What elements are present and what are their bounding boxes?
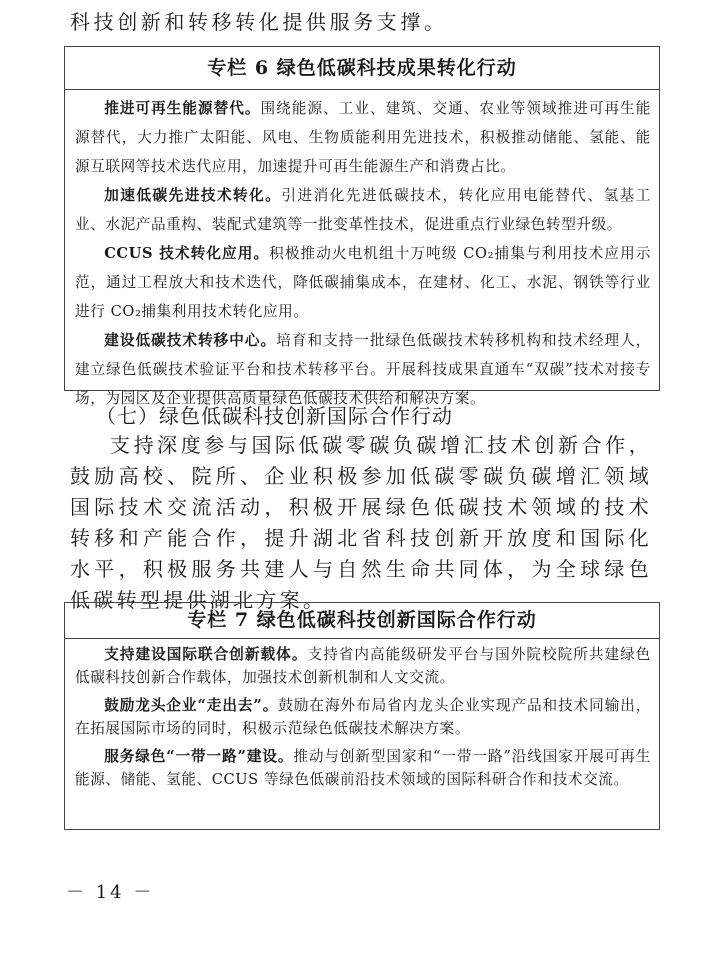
box-item [75, 239, 651, 326]
sidebar-box-6 [64, 46, 660, 407]
item-lead: 建设低碳技术转移中心。 [104, 332, 277, 349]
box-item [75, 94, 651, 181]
continued-text-line: 科技创新和转移转化提供服务支撑。 [70, 10, 448, 34]
item-lead: 推进可再生能源替代。 [104, 100, 261, 117]
item-text: 积极推动火电机组十万吨级 CO₂捕集与利用技术应用示范，通过工程放大和技术迭代，降低碳捕集成本，在建材、化工、水泥、钢铁等行业进行 CO₂捕集利用技术转化应用。 [75, 245, 651, 320]
sidebar-box-7 [64, 602, 660, 830]
item-text: 鼓励在海外布局省内龙头企业实现产品和技术同输出，在拓展国际市场的同时，积极示范绿色低碳技术解决方案。 [75, 697, 651, 737]
item-lead: 鼓励龙头企业“走出去”。 [104, 697, 279, 715]
item-text: 支持省内高能级研发平台与国外院校院所共建绿色低碳科技创新合作载体，加强技术创新机制和人文交流。 [75, 646, 651, 686]
item-text: 推动与创新型国家和“一带一路”沿线国家开展可再生能源、储能、氢能、CCUS 等绿色低碳前沿技术领域的国际科研合作和技术交流。 [75, 748, 651, 788]
box-7-body [65, 639, 659, 792]
box-item [75, 746, 651, 791]
section-heading: （七）绿色低碳科技创新国际合作行动 [96, 404, 453, 428]
item-lead: 服务绿色“一带一路”建设。 [104, 748, 294, 766]
item-text: 培育和支持一批绿色低碳技术转移机构和技术经理人，建立绿色低碳技术验证平台和技术转移平台。开展科技成果直通车“双碳”技术对接专场，为园区及企业提供高质量绿色低碳技术供给和解决方案。 [75, 332, 651, 407]
item-text: 围绕能源、工业、建筑、交通、农业等领域推进可再生能源替代，大力推广太阳能、风电、生物质能利用先进技术，积极推动储能、氢能、能源互联网等技术迭代应用，加速提升可再生能源生产和消费占比。 [75, 100, 651, 175]
page-number: － 14 － [66, 882, 155, 903]
item-lead: 加速低碳先进技术转化。 [104, 187, 282, 204]
box-item [75, 181, 651, 239]
item-text: 引进消化先进低碳技术，转化应用电能替代、氢基工业、水泥产品重构、装配式建筑等一批变革性技术，促进重点行业绿色转型升级。 [75, 187, 651, 233]
box-item [75, 695, 651, 740]
box-item [75, 644, 651, 689]
paragraph-text: 支持深度参与国际低碳零碳负碳增汇技术创新合作，鼓励高校、院所、企业积极参加低碳零碳负碳增汇领域国际技术交流活动，积极开展绿色低碳技术领域的技术转移和产能合作，提升湖北省科技创新开放度和国际化水平，积极服务共建人与自然生命共同体，为全球绿色低碳转型提供湖北方案。 [70, 433, 652, 612]
box-7-title: 专栏 7 绿色低碳科技创新国际合作行动 [65, 603, 659, 639]
box-6-title: 专栏 6 绿色低碳科技成果转化行动 [65, 47, 659, 90]
box-6-body [65, 90, 659, 413]
item-lead: CCUS 技术转化应用。 [104, 245, 270, 262]
item-lead: 支持建设国际联合创新载体。 [104, 646, 308, 663]
section-paragraph [70, 430, 652, 616]
